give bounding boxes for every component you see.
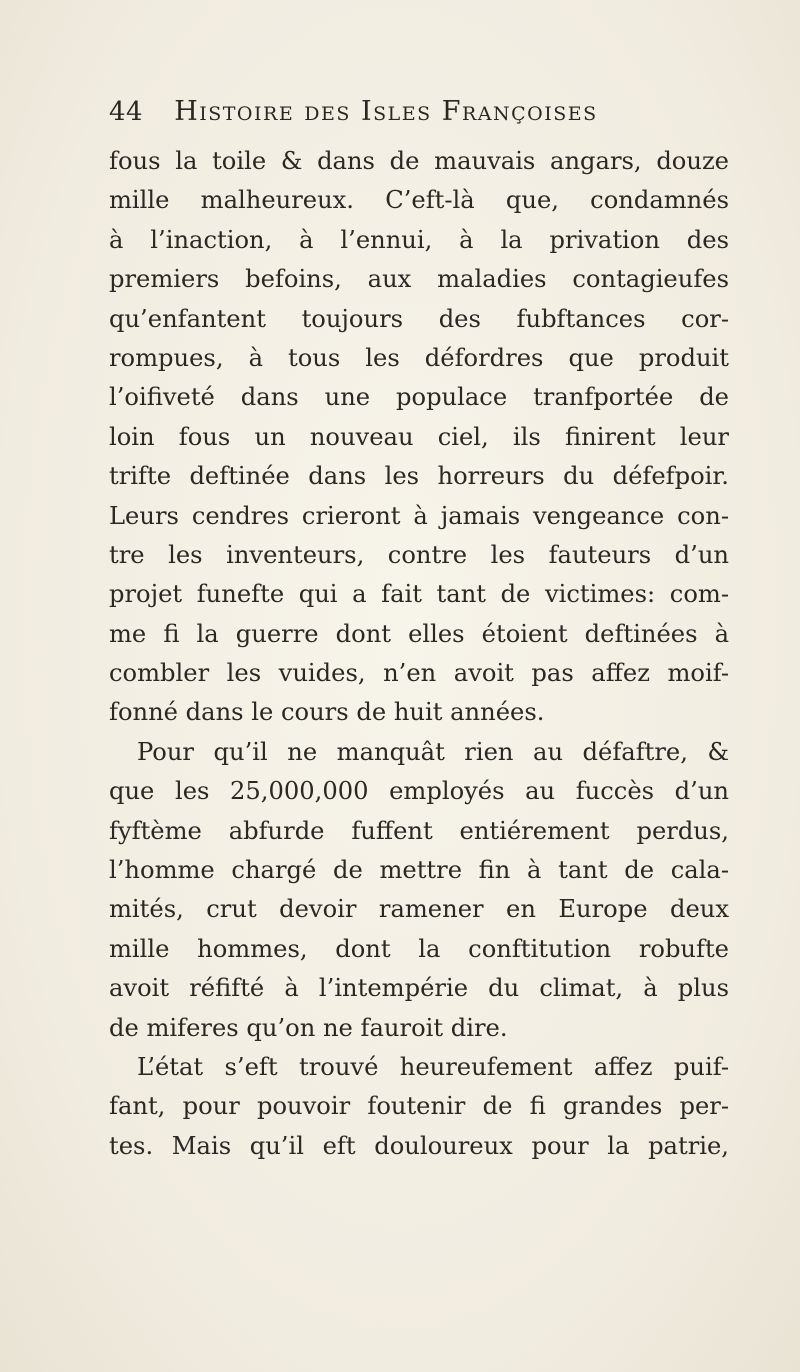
text-line: avoit réfifté à l’intempérie du climat, à plus <box>109 974 729 1003</box>
text-line: à l’inaction, à l’ennui, à la privation des <box>109 225 729 254</box>
text-line: l’oifiveté dans une populace tranfportée de <box>109 383 729 412</box>
text-line: me fi la guerre dont elles étoient deftinées à <box>109 619 729 648</box>
running-title: Histoire des Isles Françoises <box>174 96 598 127</box>
text-line: trifte deftinée dans les horreurs du défefpoir. <box>109 462 729 491</box>
text-line: qu’enfantent toujours des fubftances cor- <box>109 304 729 333</box>
text-line: mités, crut devoir ramener en Europe deux <box>109 895 729 924</box>
text-line: Leurs cendres crieront à jamais vengeance con- <box>109 501 729 530</box>
text-line: tes. Mais qu’il eft douloureux pour la patrie, <box>109 1131 729 1160</box>
text-line: que les 25,000,000 employés au fuccès d’un <box>109 777 729 806</box>
body-text <box>109 142 729 1166</box>
text-line: l’homme chargé de mettre fin à tant de cala- <box>109 856 729 885</box>
text-line: rompues, à tous les défordres que produit <box>109 343 729 372</box>
text-line: fous la toile & dans de mauvais angars, douze <box>109 147 729 175</box>
text-line: combler les vuides, n’en avoit pas affez moif- <box>109 659 729 688</box>
page-header <box>109 96 729 127</box>
text-line: L’état s’eft trouvé heureufement affez puif- <box>137 1052 729 1081</box>
text-line: mille hommes, dont la conftitution robufte <box>109 934 729 963</box>
text-line: Pour qu’il ne manquât rien au défaftre, & <box>137 737 729 766</box>
text-line: mille malheureux. C’eft-là que, condamnés <box>109 186 729 215</box>
text-line: loin fous un nouveau ciel, ils finirent leur <box>109 422 729 451</box>
text-line: tre les inventeurs, contre les fauteurs d’un <box>109 540 729 569</box>
text-line: fyftème abfurde fuffent entiérement perdus, <box>109 816 729 845</box>
text-line: fonné dans le cours de huit années. <box>109 698 545 727</box>
text-line: premiers befoins, aux maladies contagieufes <box>109 265 729 294</box>
page-number: 44 <box>109 97 144 127</box>
text-line: de miferes qu’on ne fauroit dire. <box>109 1013 508 1042</box>
text-line: projet funefte qui a fait tant de victimes: com- <box>109 580 729 609</box>
text-line: fant, pour pouvoir foutenir de fi grandes per- <box>109 1092 729 1121</box>
